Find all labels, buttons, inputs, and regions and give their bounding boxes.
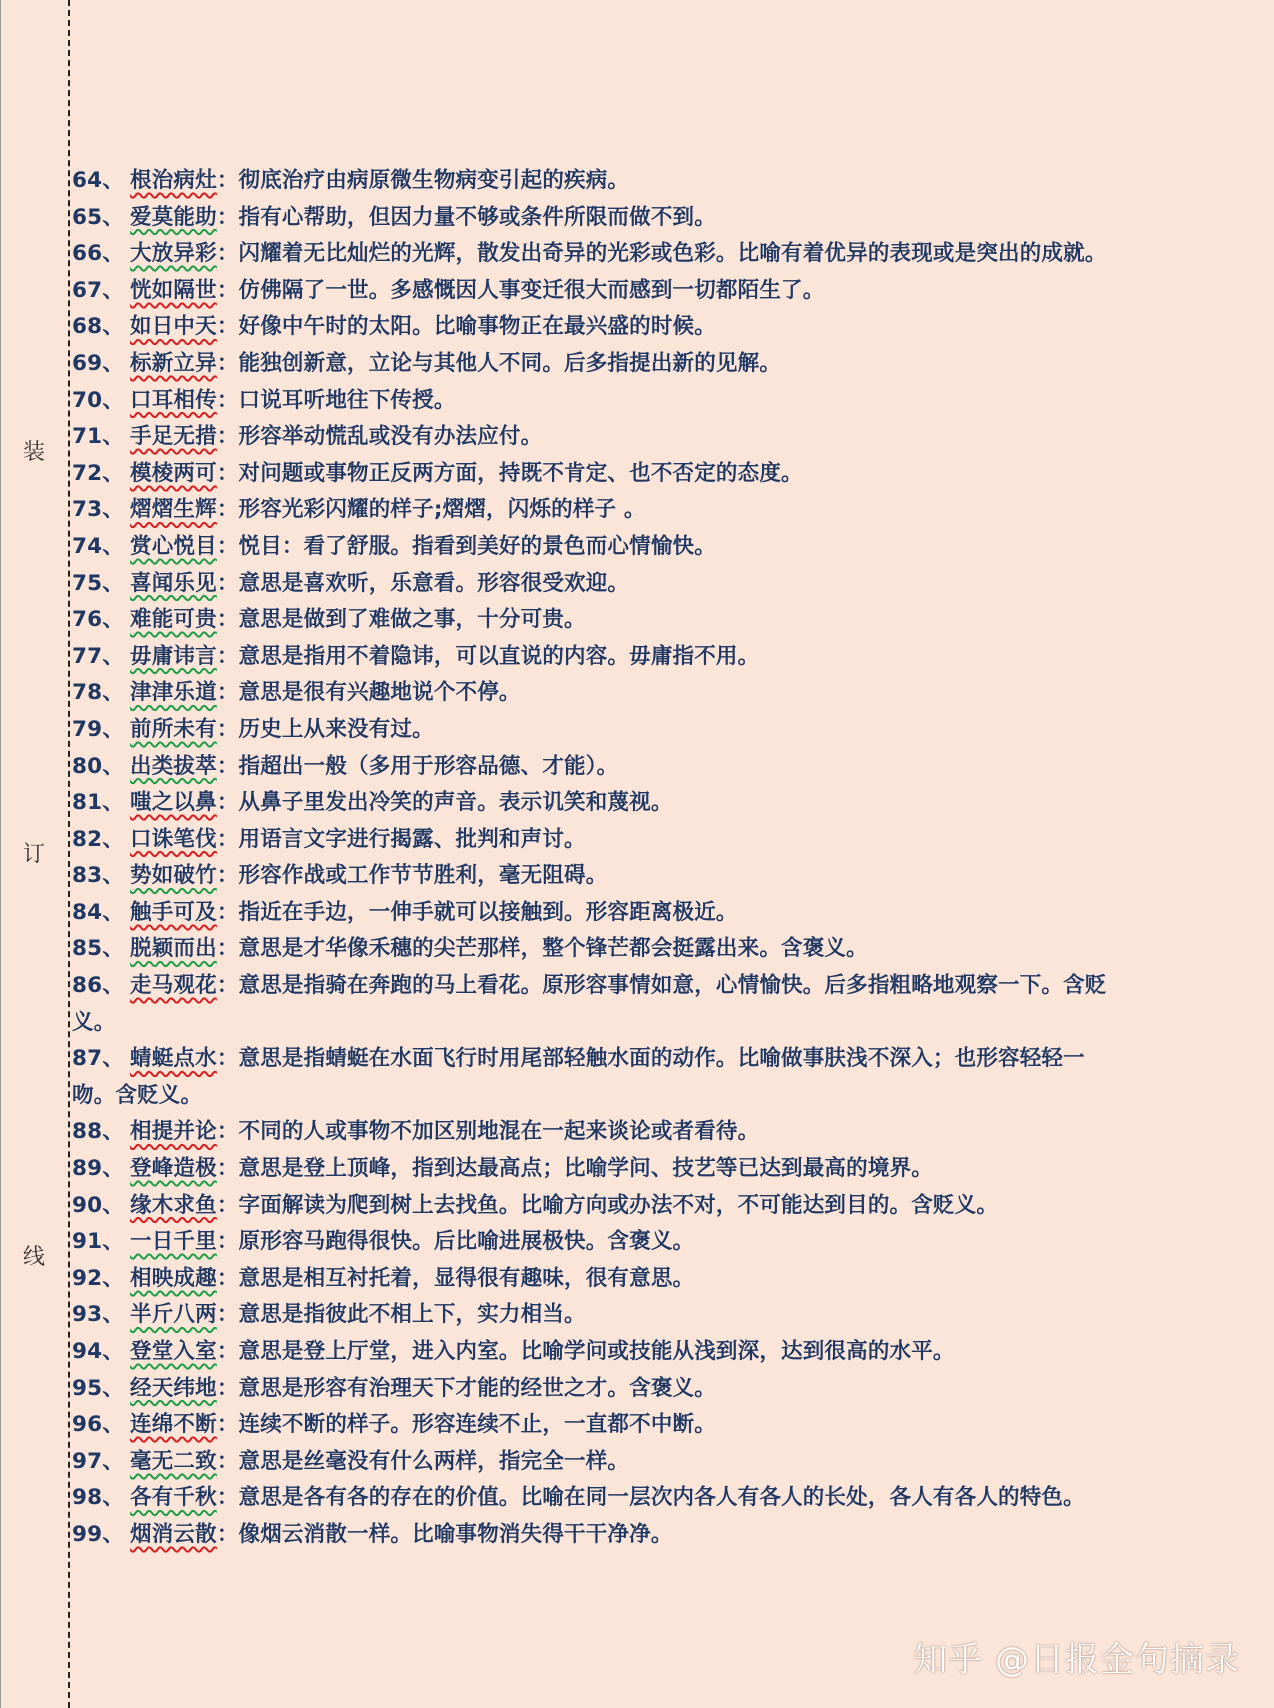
idiom-definition: 好像中午时的太阳。比喻事物正在最兴盛的时候。 <box>238 314 716 340</box>
entry-number: 90、 <box>72 1192 125 1218</box>
idiom-definition: 意思是指彼此不相上下，实力相当。 <box>238 1302 586 1328</box>
idiom-definition: 意思是才华像禾穗的尖芒那样，整个锋芒都会挺露出来。含褒义。 <box>238 936 868 962</box>
term-colon: ： <box>216 387 239 413</box>
idiom-term: 赏心悦目 <box>130 533 217 559</box>
entry-number: 89、 <box>72 1156 125 1182</box>
idiom-definition: 意思是丝毫没有什么两样，指完全一样。 <box>238 1448 630 1474</box>
entry-number: 99、 <box>72 1521 125 1547</box>
term-colon: ： <box>216 1119 239 1145</box>
idiom-definition: 连续不断的样子。形容连续不止，一直都不中断。 <box>238 1412 716 1438</box>
term-colon: ： <box>216 277 239 303</box>
idiom-entry <box>72 1444 1112 1481</box>
idiom-term: 熠熠生辉 <box>130 497 217 523</box>
idiom-term: 登峰造极 <box>130 1156 217 1182</box>
term-colon: ： <box>216 643 239 669</box>
term-colon: ： <box>216 241 239 267</box>
idiom-entry <box>72 785 1112 822</box>
binding-mark-xian: 线 <box>22 1245 45 1270</box>
idiom-definition: 像烟云消散一样。比喻事物消失得干干净净。 <box>238 1521 673 1547</box>
term-colon: ： <box>216 1156 239 1182</box>
term-colon: ： <box>216 1302 239 1328</box>
idiom-entry <box>72 1224 1112 1261</box>
term-colon: ： <box>216 1485 239 1511</box>
idiom-entry <box>72 1480 1112 1517</box>
entry-number: 79、 <box>72 716 125 742</box>
idiom-term: 喜闻乐见 <box>130 570 217 596</box>
term-colon: ： <box>216 899 239 925</box>
idiom-entry <box>72 566 1112 603</box>
idiom-definition: 意思是很有兴趣地说个不停。 <box>238 680 521 706</box>
term-colon: ： <box>216 1412 239 1438</box>
idiom-term: 相提并论 <box>130 1119 217 1145</box>
entry-number: 93、 <box>72 1302 125 1328</box>
term-colon: ： <box>216 168 239 193</box>
entry-number: 67、 <box>72 277 125 303</box>
term-colon: ： <box>216 826 239 852</box>
idiom-definition: 意思是喜欢听，乐意看。形容很受欢迎。 <box>238 570 630 596</box>
entry-number: 83、 <box>72 863 125 889</box>
idiom-definition: 意思是登上厅堂，进入内室。比喻学问或技能从浅到深，达到很高的水平。 <box>238 1339 955 1364</box>
idiom-definition: 形容作战或工作节节胜利，毫无阻碍。 <box>238 863 608 889</box>
idiom-term: 相映成趣 <box>130 1265 217 1291</box>
term-colon: ： <box>216 680 239 706</box>
entry-number: 87、 <box>72 1046 125 1072</box>
term-colon: ： <box>216 460 239 486</box>
entry-number: 69、 <box>72 350 125 376</box>
idiom-term: 走马观花 <box>130 973 217 999</box>
idiom-entry <box>72 675 1112 712</box>
term-colon: ： <box>216 424 239 450</box>
idiom-term: 标新立异 <box>130 350 217 376</box>
entry-number: 86、 <box>72 973 125 999</box>
term-colon: ： <box>216 607 239 633</box>
term-colon: ： <box>216 1339 239 1364</box>
entry-number: 84、 <box>72 899 125 925</box>
term-colon: ： <box>216 204 239 230</box>
binding-mark-zhuang: 装 <box>22 440 45 465</box>
term-colon: ： <box>216 533 239 559</box>
idiom-entry <box>72 383 1112 420</box>
idiom-entry <box>72 346 1112 383</box>
idiom-definition: 能独创新意，立论与其他人不同。后多指提出新的见解。 <box>238 350 782 376</box>
idiom-term: 爱莫能助 <box>130 204 217 230</box>
idiom-term: 口耳相传 <box>130 387 217 413</box>
idiom-term: 模棱两可 <box>130 460 217 486</box>
idiom-definition: 彻底治疗由病原微生物病变引起的疾病。 <box>238 168 630 193</box>
idiom-definition: 指超出一般（多用于形容品德、才能）。 <box>238 753 619 779</box>
entry-number: 76、 <box>72 607 125 633</box>
entry-number: 91、 <box>72 1229 125 1255</box>
idiom-definition: 从鼻子里发出冷笑的声音。表示讥笑和蔑视。 <box>238 790 673 816</box>
idiom-term: 经天纬地 <box>130 1375 217 1401</box>
idiom-entry <box>72 273 1112 310</box>
binding-mark-ding: 订 <box>22 842 45 867</box>
idiom-entry <box>72 602 1112 639</box>
idiom-term: 势如破竹 <box>130 863 217 889</box>
term-colon: ： <box>216 973 239 999</box>
term-colon: ： <box>216 790 239 816</box>
idiom-definition: 形容光彩闪耀的样子;熠熠，闪烁的样子 。 <box>238 497 646 523</box>
entry-number: 73、 <box>72 497 125 523</box>
entry-number: 96、 <box>72 1412 125 1438</box>
idiom-term: 毋庸讳言 <box>130 643 217 669</box>
term-colon: ： <box>216 753 239 779</box>
idiom-term: 各有千秋 <box>130 1485 217 1511</box>
idiom-entry <box>72 529 1112 566</box>
idiom-entry <box>72 1261 1112 1298</box>
idiom-entry <box>72 492 1112 529</box>
idiom-entry <box>72 456 1112 493</box>
idiom-term: 津津乐道 <box>130 680 217 706</box>
idiom-entry <box>72 931 1112 968</box>
idiom-term: 出类拔萃 <box>130 753 217 779</box>
idiom-entry <box>72 639 1112 676</box>
term-colon: ： <box>216 497 239 523</box>
idiom-definition: 意思是形容有治理天下才能的经世之才。含褒义。 <box>238 1375 716 1401</box>
idiom-term: 根治病灶 <box>130 168 217 193</box>
idiom-definition: 形容举动慌乱或没有办法应付。 <box>238 424 543 450</box>
idiom-entry <box>72 822 1112 859</box>
idiom-entry <box>72 163 1112 200</box>
idiom-term: 缘木求鱼 <box>130 1192 217 1218</box>
idiom-entry <box>72 895 1112 932</box>
idiom-entry <box>72 309 1112 346</box>
idiom-definition: 意思是指骑在奔跑的马上看花。原形容事情如意，心情愉快。后多指粗略地观察一下。含贬义。 <box>72 973 1107 1035</box>
idiom-entry <box>72 968 1112 1041</box>
idiom-term: 口诛笔伐 <box>130 826 217 852</box>
idiom-definition: 意思是相互衬托着，显得很有趣味，很有意思。 <box>238 1265 695 1291</box>
idiom-term: 触手可及 <box>130 899 217 925</box>
idiom-definition: 口说耳听地往下传授。 <box>238 387 456 413</box>
idiom-term: 烟消云散 <box>130 1521 217 1547</box>
entry-number: 68、 <box>72 314 125 340</box>
idiom-entry <box>72 1297 1112 1334</box>
idiom-entry <box>72 1334 1112 1371</box>
entry-number: 82、 <box>72 826 125 852</box>
idiom-definition: 指有心帮助，但因力量不够或条件所限而做不到。 <box>238 204 716 230</box>
idiom-term: 恍如隔世 <box>130 277 217 303</box>
idiom-term: 蜻蜓点水 <box>130 1046 217 1072</box>
page-edge <box>0 0 1 1708</box>
idiom-definition: 对问题或事物正反两方面，持既不肯定、也不否定的态度。 <box>238 460 803 486</box>
idiom-definition: 意思是做到了难做之事，十分可贵。 <box>238 607 586 633</box>
entry-number: 72、 <box>72 460 125 486</box>
entry-number: 88、 <box>72 1119 125 1145</box>
term-colon: ： <box>216 1448 239 1474</box>
idiom-definition: 历史上从来没有过。 <box>238 716 434 742</box>
idiom-definition: 闪耀着无比灿烂的光辉，散发出奇异的光彩或色彩。比喻有着优异的表现或是突出的成就。 <box>238 241 1107 267</box>
idiom-definition: 意思是登上顶峰，指到达最高点；比喻学问、技艺等已达到最高的境界。 <box>238 1156 933 1182</box>
idiom-definition: 原形容马跑得很快。后比喻进展极快。含褒义。 <box>238 1229 695 1255</box>
idiom-list <box>72 163 1112 1554</box>
entry-number: 78、 <box>72 680 125 706</box>
idiom-term: 如日中天 <box>130 314 217 340</box>
idiom-term: 嗤之以鼻 <box>130 790 217 816</box>
term-colon: ： <box>216 1265 239 1291</box>
idiom-entry <box>72 1188 1112 1225</box>
term-colon: ： <box>216 570 239 596</box>
idiom-entry <box>72 858 1112 895</box>
binding-gutter <box>0 0 70 1708</box>
idiom-definition: 用语言文字进行揭露、批判和声讨。 <box>238 826 586 852</box>
term-colon: ： <box>216 863 239 889</box>
entry-number: 77、 <box>72 643 125 669</box>
idiom-entry <box>72 236 1112 273</box>
term-colon: ： <box>216 1375 239 1401</box>
entry-number: 92、 <box>72 1265 125 1291</box>
idiom-entry <box>72 1517 1112 1554</box>
idiom-entry <box>72 1371 1112 1408</box>
entry-number: 64、 <box>72 168 125 193</box>
term-colon: ： <box>216 1192 239 1218</box>
term-colon: ： <box>216 936 239 962</box>
idiom-term: 前所未有 <box>130 716 217 742</box>
idiom-term: 难能可贵 <box>130 607 217 633</box>
idiom-entry <box>72 1114 1112 1151</box>
entry-number: 74、 <box>72 533 125 559</box>
idiom-entry <box>72 419 1112 456</box>
entry-number: 66、 <box>72 241 125 267</box>
idiom-term: 登堂入室 <box>130 1339 217 1364</box>
entry-number: 81、 <box>72 790 125 816</box>
idiom-definition: 意思是指蜻蜓在水面飞行时用尾部轻触水面的动作。比喻做事肤浅不深入；也形容轻轻一吻。含贬义。 <box>72 1046 1085 1108</box>
entry-number: 70、 <box>72 387 125 413</box>
entry-number: 65、 <box>72 204 125 230</box>
entry-number: 75、 <box>72 570 125 596</box>
idiom-definition: 字面解读为爬到树上去找鱼。比喻方向或办法不对，不可能达到目的。含贬义。 <box>238 1192 999 1218</box>
idiom-definition: 悦目：看了舒服。指看到美好的景色而心情愉快。 <box>238 533 716 559</box>
entry-number: 71、 <box>72 424 125 450</box>
idiom-definition: 不同的人或事物不加区别地混在一起来谈论或者看待。 <box>238 1119 760 1145</box>
idiom-definition: 意思是各有各的存在的价值。比喻在同一层次内各人有各人的长处，各人有各人的特色。 <box>238 1485 1085 1511</box>
entry-number: 95、 <box>72 1375 125 1401</box>
idiom-definition: 仿佛隔了一世。多感慨因人事变迁很大而感到一切都陌生了。 <box>238 277 825 303</box>
idiom-entry <box>72 1041 1112 1114</box>
idiom-entry <box>72 712 1112 749</box>
idiom-term: 脱颖而出 <box>130 936 217 962</box>
idiom-entry <box>72 1407 1112 1444</box>
entry-number: 85、 <box>72 936 125 962</box>
idiom-term: 连绵不断 <box>130 1412 217 1438</box>
idiom-entry <box>72 749 1112 786</box>
entry-number: 80、 <box>72 753 125 779</box>
term-colon: ： <box>216 716 239 742</box>
idiom-term: 大放异彩 <box>130 241 217 267</box>
idiom-term: 半斤八两 <box>130 1302 217 1328</box>
idiom-definition: 指近在手边，一伸手就可以接触到。形容距离极近。 <box>238 899 738 925</box>
entry-number: 98、 <box>72 1485 125 1511</box>
idiom-term: 毫无二致 <box>130 1448 217 1474</box>
entry-number: 97、 <box>72 1448 125 1474</box>
watermark: 知乎 @日报金句摘录 <box>913 1640 1240 1680</box>
idiom-entry <box>72 200 1112 237</box>
idiom-entry <box>72 1151 1112 1188</box>
term-colon: ： <box>216 314 239 340</box>
term-colon: ： <box>216 1229 239 1255</box>
term-colon: ： <box>216 1521 239 1547</box>
term-colon: ： <box>216 1046 239 1072</box>
entry-number: 94、 <box>72 1339 125 1364</box>
idiom-definition: 意思是指用不着隐讳，可以直说的内容。毋庸指不用。 <box>238 643 760 669</box>
idiom-term: 一日千里 <box>130 1229 217 1255</box>
term-colon: ： <box>216 350 239 376</box>
idiom-term: 手足无措 <box>130 424 217 450</box>
